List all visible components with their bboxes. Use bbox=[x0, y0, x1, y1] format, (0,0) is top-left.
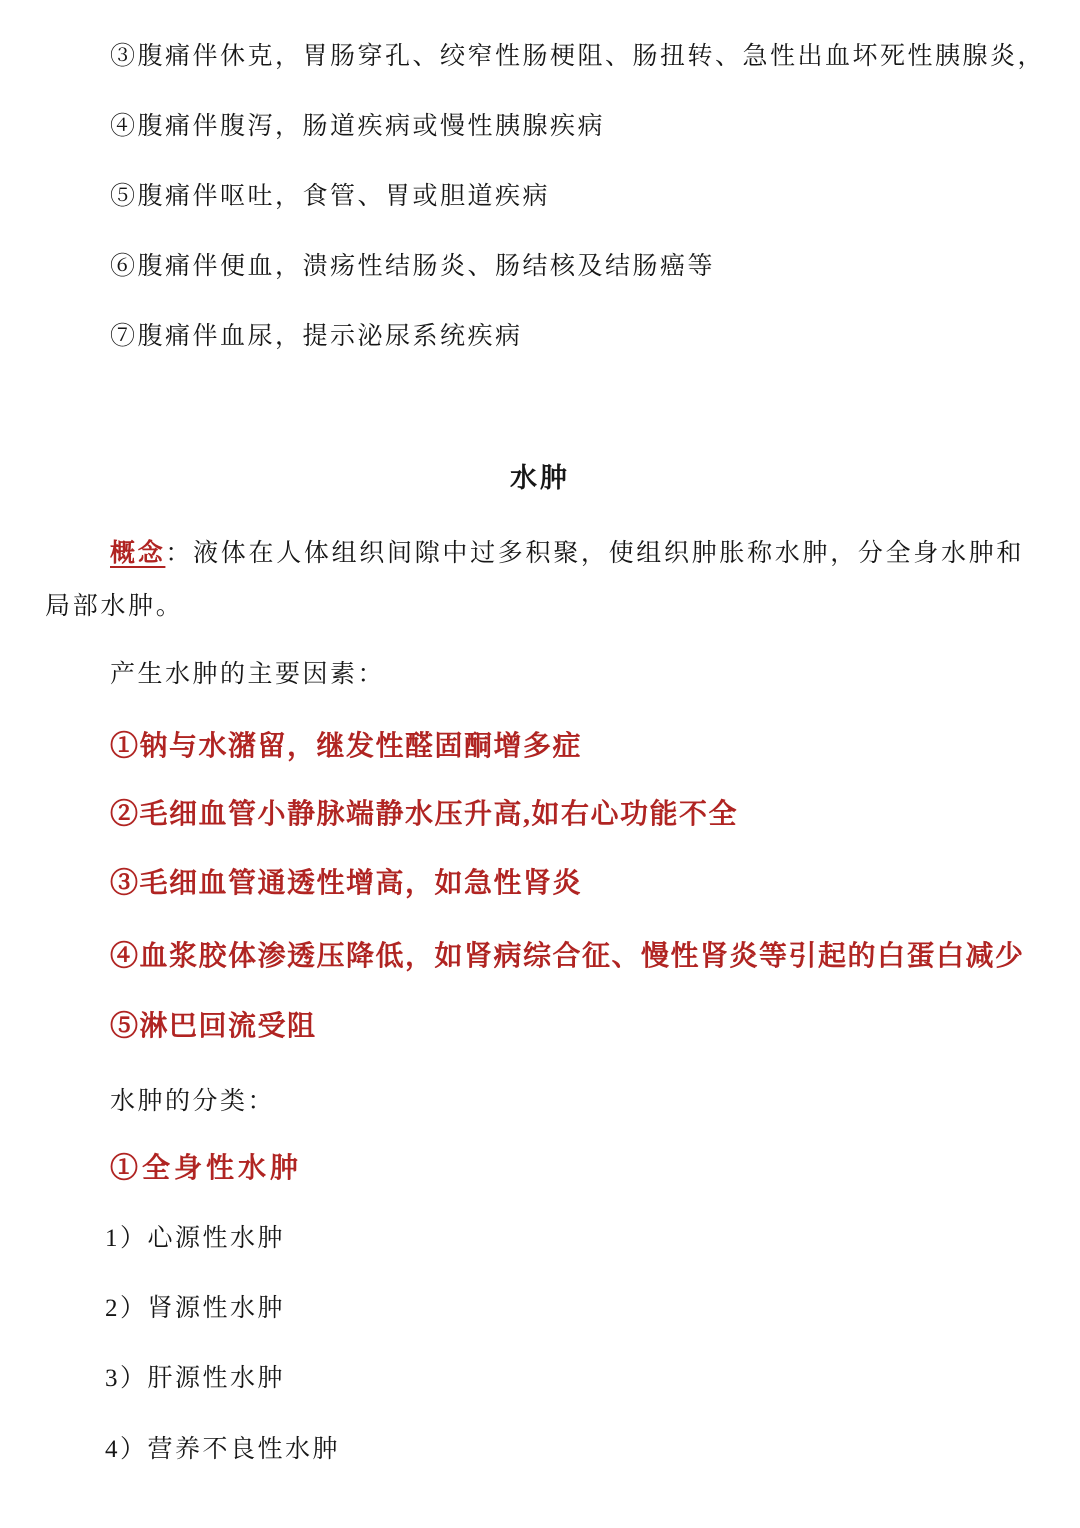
edema-type-generalized: ①全身性水肿 bbox=[110, 1153, 303, 1184]
abdominal-item-shock: ③腹痛伴休克，胃肠穿孔、绞窄性肠梗阻、肠扭转、急性出血坏死性胰腺炎， bbox=[110, 43, 1046, 70]
concept-body-text: 液体在人体组织间隙中过多积聚，使组织肿胀称水肿，分全身水肿和局部水肿。 bbox=[45, 540, 1025, 620]
abdominal-item-diarrhea: ④腹痛伴腹泻，肠道疾病或慢性胰腺疾病 bbox=[110, 113, 606, 140]
abdominal-item-vomit: ⑤腹痛伴呕吐，食管、胃或胆道疾病 bbox=[110, 183, 551, 210]
edema-subtype-renal: 2）肾源性水肿 bbox=[105, 1295, 286, 1322]
concept-label: 概念 bbox=[110, 540, 166, 567]
edema-factor-hydrostatic: ②毛细血管小静脉端静水压升高,如右心功能不全 bbox=[110, 799, 739, 830]
edema-factor-osmotic-pressure: ④血浆胶体渗透压降低，如肾病综合征、慢性肾炎等引起的白蛋白减少 bbox=[110, 941, 1025, 972]
edema-factors-heading: 产生水肿的主要因素： bbox=[110, 661, 386, 688]
section-title-edema: 水肿 bbox=[510, 463, 570, 493]
edema-concept-paragraph bbox=[45, 527, 1044, 633]
abdominal-item-hematuria: ⑦腹痛伴血尿，提示泌尿系统疾病 bbox=[110, 323, 523, 350]
edema-factor-lymph: ⑤淋巴回流受阻 bbox=[110, 1011, 317, 1042]
abdominal-item-blood-stool: ⑥腹痛伴便血，溃疡性结肠炎、肠结核及结肠癌等 bbox=[110, 253, 716, 280]
concept-colon: ： bbox=[165, 540, 194, 567]
edema-factor-permeability: ③毛细血管通透性增高，如急性肾炎 bbox=[110, 868, 583, 899]
edema-factor-sodium-water: ①钠与水潴留，继发性醛固酮增多症 bbox=[110, 731, 583, 762]
edema-subtype-cardiac: 1）心源性水肿 bbox=[105, 1225, 286, 1252]
edema-subtype-hepatic: 3）肝源性水肿 bbox=[105, 1365, 286, 1392]
edema-subtype-malnutrition: 4）营养不良性水肿 bbox=[105, 1436, 341, 1463]
edema-classification-heading: 水肿的分类： bbox=[110, 1088, 276, 1115]
